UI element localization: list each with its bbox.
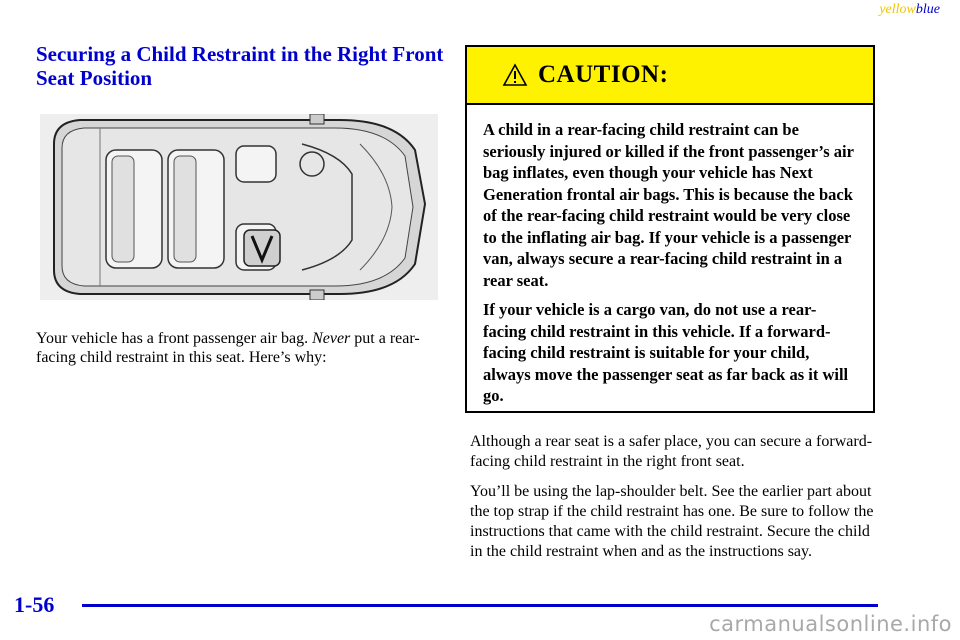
watermark: carmanualsonline.info xyxy=(709,612,952,636)
intro-paragraph xyxy=(36,329,436,367)
color-tag-yellow: yellow xyxy=(879,2,916,17)
van-top-view-illustration xyxy=(40,114,438,300)
caution-body xyxy=(467,105,873,407)
warning-triangle-icon xyxy=(502,63,528,87)
intro-emphasis: Never xyxy=(312,330,351,347)
intro-text-after: put a rear-facing child restraint in this seat. Here’s why: xyxy=(36,330,420,366)
caution-title: CAUTION: xyxy=(538,61,669,88)
van-drawing xyxy=(40,114,438,300)
right-paragraph-2: You’ll be using the lap-shoulder belt. See the earlier part about the top strap if the child restraint has one. Be sure to follow the instructions that came with the child restraint. Secure the child in the child restraint when and as the instructions say. xyxy=(470,483,874,560)
caution-paragraph-1: A child in a rear-facing child restraint can be seriously injured or killed if the front passenger’s air bag inflates, even though your vehicle has Next Generation frontal air bags. This is because the back of the rear-facing child restraint would be very close to the inflating air bag. If your vehicle is a passenger van, always secure a rear-facing child restraint in a rear seat. xyxy=(483,120,854,290)
section-title: Securing a Child Restraint in the Right Front Seat Position xyxy=(36,42,444,90)
caution-paragraph-2: If your vehicle is a cargo van, do not use a rear-facing child restraint in this vehicle. If a forward-facing child restraint is suitable for your child, always move the passenger seat as far back as it will go. xyxy=(483,300,849,405)
caution-box xyxy=(465,45,875,413)
right-paragraph-1: Although a rear seat is a safer place, you can secure a forward-facing child restraint in the right front seat. xyxy=(470,433,873,470)
color-tag xyxy=(879,2,940,18)
intro-text-before: Your vehicle has a front passenger air bag. xyxy=(36,330,313,347)
caution-header xyxy=(467,47,873,105)
page-number: 1-56 xyxy=(14,592,55,617)
color-tag-blue: blue xyxy=(915,2,940,17)
footer-rule xyxy=(82,604,878,607)
